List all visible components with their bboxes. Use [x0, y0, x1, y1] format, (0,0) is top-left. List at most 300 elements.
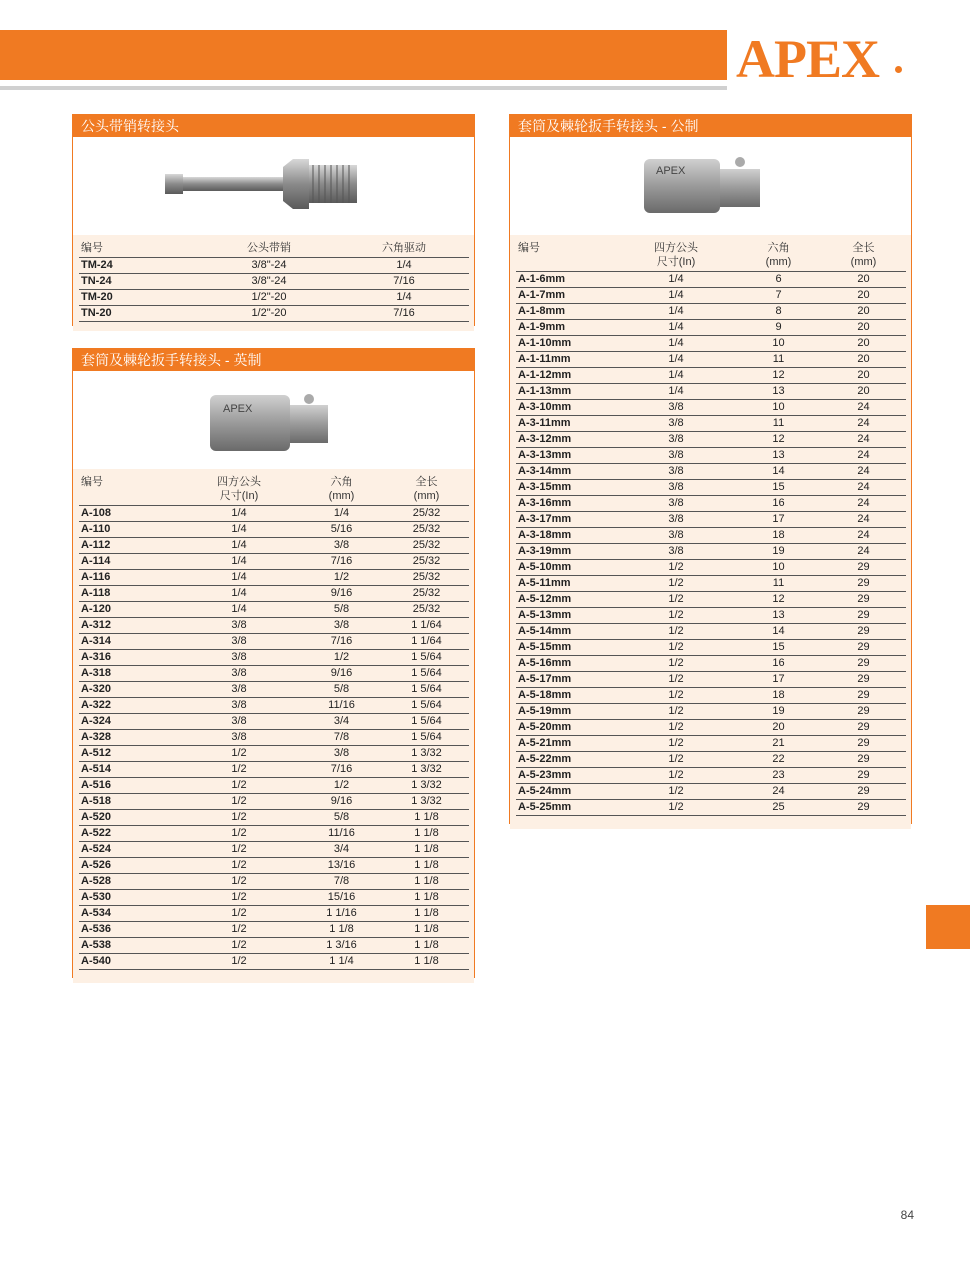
socket-adapter-icon	[73, 371, 474, 469]
spec-cell: 1 1/8	[384, 890, 469, 906]
spec-cell: 15/16	[299, 890, 384, 906]
part-number-cell: A-120	[79, 602, 179, 618]
spec-cell: 25/32	[384, 554, 469, 570]
spec-cell: 9/16	[299, 666, 384, 682]
table-row	[79, 306, 469, 322]
part-number-cell: A-5-18mm	[516, 688, 616, 704]
spec-cell: 1/4	[179, 522, 299, 538]
table-row	[79, 274, 469, 290]
spec-cell: 1/2	[616, 608, 736, 624]
col-header: 编号	[516, 241, 616, 272]
table-row	[516, 304, 906, 320]
part-number-cell: A-516	[79, 778, 179, 794]
spec-cell: 1/2	[179, 954, 299, 970]
spec-cell: 29	[821, 576, 906, 592]
spec-cell: 13	[736, 384, 821, 400]
spec-cell: 15	[736, 640, 821, 656]
part-number-cell: A-530	[79, 890, 179, 906]
part-number-cell: A-522	[79, 826, 179, 842]
spec-cell: 9/16	[299, 794, 384, 810]
spec-cell: 3/8	[616, 512, 736, 528]
table-row	[516, 464, 906, 480]
part-number-cell: A-5-10mm	[516, 560, 616, 576]
spec-cell: 16	[736, 656, 821, 672]
part-number-cell: A-110	[79, 522, 179, 538]
spec-cell: 1 1/8	[384, 858, 469, 874]
spec-cell: 19	[736, 544, 821, 560]
part-number-cell: A-328	[79, 730, 179, 746]
table-row	[516, 656, 906, 672]
part-number-cell: A-5-11mm	[516, 576, 616, 592]
spec-cell: 1/4	[179, 554, 299, 570]
table-row	[516, 400, 906, 416]
spec-cell: 1 1/8	[384, 922, 469, 938]
spec-cell: 1/2	[179, 826, 299, 842]
spec-cell: 1/2	[616, 704, 736, 720]
part-number-cell: A-5-14mm	[516, 624, 616, 640]
col-header: 编号	[79, 475, 179, 506]
table-body	[79, 506, 469, 970]
table-row	[79, 634, 469, 650]
product-photo	[73, 137, 474, 235]
spec-cell: 8	[736, 304, 821, 320]
spec-cell: 3/8	[299, 618, 384, 634]
part-number-cell: A-536	[79, 922, 179, 938]
spec-cell: 3/8	[616, 544, 736, 560]
part-number-cell: A-324	[79, 714, 179, 730]
spec-cell: 12	[736, 432, 821, 448]
part-number-cell: A-1-7mm	[516, 288, 616, 304]
spec-cell: 1/2	[616, 656, 736, 672]
spec-cell: 29	[821, 592, 906, 608]
spec-cell: 1 1/8	[384, 938, 469, 954]
spec-cell: 1/4	[616, 384, 736, 400]
spec-cell: 3/8	[179, 682, 299, 698]
spec-cell: 1/2	[179, 906, 299, 922]
panel-inch-adapters	[72, 348, 475, 978]
spec-cell: 20	[821, 336, 906, 352]
table-row	[79, 586, 469, 602]
part-number-cell: A-5-22mm	[516, 752, 616, 768]
spec-cell: 9	[736, 320, 821, 336]
spec-cell: 24	[821, 480, 906, 496]
part-number-cell: A-3-19mm	[516, 544, 616, 560]
table-row	[79, 746, 469, 762]
table-row	[516, 688, 906, 704]
spec-cell: 1/2	[616, 800, 736, 816]
table-row	[79, 842, 469, 858]
spec-cell: 7/16	[339, 306, 469, 322]
spec-cell: 3/8	[179, 666, 299, 682]
spec-cell: 3/8	[616, 528, 736, 544]
part-number-cell: TN-24	[79, 274, 199, 290]
table-row	[516, 624, 906, 640]
spec-cell: 3/8	[616, 432, 736, 448]
spec-cell: 1/2	[616, 624, 736, 640]
table-row	[516, 432, 906, 448]
part-number-cell: A-512	[79, 746, 179, 762]
spec-cell: 3/8	[616, 416, 736, 432]
table-row	[516, 384, 906, 400]
part-number-cell: A-5-15mm	[516, 640, 616, 656]
product-photo	[73, 371, 474, 469]
table-row	[79, 650, 469, 666]
spec-cell: 1/2	[179, 778, 299, 794]
spec-cell: 29	[821, 608, 906, 624]
spec-cell: 7/8	[299, 730, 384, 746]
spec-cell: 7/8	[299, 874, 384, 890]
spec-cell: 1/2	[616, 752, 736, 768]
table-row	[79, 698, 469, 714]
part-number-cell: A-3-12mm	[516, 432, 616, 448]
table-row	[516, 480, 906, 496]
table-row	[79, 922, 469, 938]
spec-cell: 10	[736, 400, 821, 416]
part-number-cell: A-3-15mm	[516, 480, 616, 496]
part-number-cell: A-320	[79, 682, 179, 698]
logo-dot-icon	[895, 66, 902, 73]
part-number-cell: A-116	[79, 570, 179, 586]
spec-cell: 1 3/32	[384, 778, 469, 794]
spec-cell: 25/32	[384, 538, 469, 554]
spec-table-area	[73, 235, 474, 331]
table-row	[79, 682, 469, 698]
hex-shank-adapter-icon	[73, 137, 474, 235]
part-number-cell: TM-20	[79, 290, 199, 306]
spec-cell: 10	[736, 336, 821, 352]
spec-cell: 1 1/8	[384, 906, 469, 922]
spec-cell: 10	[736, 560, 821, 576]
spec-cell: 1 1/8	[384, 874, 469, 890]
spec-cell: 1 1/4	[299, 954, 384, 970]
spec-cell: 3/8"-24	[199, 258, 339, 274]
table-row	[79, 666, 469, 682]
spec-cell: 13	[736, 608, 821, 624]
spec-cell: 29	[821, 768, 906, 784]
spec-cell: 1/4	[179, 602, 299, 618]
spec-cell: 11/16	[299, 698, 384, 714]
spec-table-area	[510, 235, 911, 829]
spec-cell: 29	[821, 640, 906, 656]
spec-cell: 29	[821, 752, 906, 768]
part-number-cell: TM-24	[79, 258, 199, 274]
spec-cell: 7/16	[299, 762, 384, 778]
spec-cell: 1/4	[616, 352, 736, 368]
spec-cell: 5/8	[299, 682, 384, 698]
table-row	[79, 618, 469, 634]
spec-cell: 1 1/8	[384, 826, 469, 842]
spec-cell: 29	[821, 656, 906, 672]
spec-cell: 1 1/16	[299, 906, 384, 922]
part-number-cell: A-114	[79, 554, 179, 570]
table-row	[79, 506, 469, 522]
spec-cell: 29	[821, 560, 906, 576]
spec-cell: 3/8	[616, 496, 736, 512]
spec-cell: 1/2	[616, 672, 736, 688]
spec-cell: 1/2	[616, 736, 736, 752]
part-number-cell: A-520	[79, 810, 179, 826]
part-number-cell: A-3-17mm	[516, 512, 616, 528]
spec-cell: 1/2	[179, 858, 299, 874]
spec-cell: 7	[736, 288, 821, 304]
spec-cell: 24	[821, 496, 906, 512]
table-row	[79, 794, 469, 810]
spec-table	[79, 241, 469, 322]
spec-cell: 29	[821, 688, 906, 704]
part-number-cell: A-540	[79, 954, 179, 970]
spec-table	[79, 475, 469, 970]
panel-metric-adapters	[509, 114, 912, 824]
spec-cell: 1/4	[616, 288, 736, 304]
spec-cell: 1/2	[299, 778, 384, 794]
spec-cell: 12	[736, 368, 821, 384]
table-row	[516, 800, 906, 816]
spec-cell: 1/4	[616, 320, 736, 336]
spec-cell: 16	[736, 496, 821, 512]
spec-cell: 3/8	[616, 480, 736, 496]
spec-cell: 1/2	[616, 768, 736, 784]
part-number-cell: A-1-12mm	[516, 368, 616, 384]
panel-title: 公头带销转接头	[73, 115, 474, 137]
spec-cell: 1 3/32	[384, 762, 469, 778]
spec-cell: 1 1/8	[299, 922, 384, 938]
table-row	[79, 602, 469, 618]
spec-cell: 20	[821, 384, 906, 400]
spec-cell: 3/8	[616, 400, 736, 416]
spec-cell: 1/4	[299, 506, 384, 522]
spec-cell: 20	[821, 304, 906, 320]
spec-cell: 7/16	[299, 554, 384, 570]
part-number-cell: A-5-17mm	[516, 672, 616, 688]
spec-cell: 29	[821, 720, 906, 736]
table-row	[516, 752, 906, 768]
table-row	[79, 778, 469, 794]
spec-cell: 29	[821, 800, 906, 816]
spec-cell: 25/32	[384, 602, 469, 618]
col-header: 四方公头 尺寸(In)	[179, 475, 299, 506]
col-header: 全长 (mm)	[821, 241, 906, 272]
table-row	[516, 720, 906, 736]
part-number-cell: A-1-6mm	[516, 272, 616, 288]
spec-cell: 3/4	[299, 842, 384, 858]
table-row	[516, 288, 906, 304]
table-row	[79, 906, 469, 922]
spec-cell: 20	[821, 272, 906, 288]
spec-cell: 1/2	[179, 938, 299, 954]
spec-cell: 1/4	[339, 290, 469, 306]
spec-cell: 1 1/64	[384, 634, 469, 650]
spec-cell: 20	[821, 288, 906, 304]
spec-cell: 3/8	[616, 448, 736, 464]
table-row	[79, 810, 469, 826]
spec-cell: 6	[736, 272, 821, 288]
spec-cell: 1/2	[179, 922, 299, 938]
part-number-cell: A-3-11mm	[516, 416, 616, 432]
spec-cell: 1/2	[299, 650, 384, 666]
apex-logo	[736, 28, 926, 90]
part-number-cell: A-518	[79, 794, 179, 810]
part-number-cell: A-118	[79, 586, 179, 602]
spec-cell: 5/8	[299, 602, 384, 618]
part-number-cell: A-5-21mm	[516, 736, 616, 752]
spec-table-area	[73, 469, 474, 983]
part-number-cell: A-1-8mm	[516, 304, 616, 320]
table-row	[79, 522, 469, 538]
part-number-cell: A-3-16mm	[516, 496, 616, 512]
spec-cell: 1/2	[616, 560, 736, 576]
spec-cell: 1 1/64	[384, 618, 469, 634]
spec-cell: 13/16	[299, 858, 384, 874]
photo-label: APEX	[656, 165, 686, 177]
part-number-cell: A-316	[79, 650, 179, 666]
table-body	[516, 272, 906, 816]
spec-cell: 5/16	[299, 522, 384, 538]
header-bar	[0, 30, 727, 80]
part-number-cell: A-108	[79, 506, 179, 522]
col-header: 公头带销	[199, 241, 339, 258]
table-row	[516, 496, 906, 512]
spec-cell: 7/16	[299, 634, 384, 650]
spec-cell: 3/8	[179, 714, 299, 730]
part-number-cell: A-534	[79, 906, 179, 922]
col-header: 全长 (mm)	[384, 475, 469, 506]
part-number-cell: A-322	[79, 698, 179, 714]
part-number-cell: A-314	[79, 634, 179, 650]
spec-cell: 20	[736, 720, 821, 736]
spec-cell: 24	[821, 400, 906, 416]
spec-cell: 11	[736, 352, 821, 368]
header-underline	[0, 86, 727, 90]
panel-title: 套筒及棘轮扳手转接头 - 公制	[510, 115, 911, 137]
page-number: 84	[900, 1208, 914, 1222]
table-body	[79, 258, 469, 322]
spec-cell: 1/2	[179, 810, 299, 826]
spec-cell: 24	[821, 544, 906, 560]
part-number-cell: A-1-10mm	[516, 336, 616, 352]
spec-cell: 1/2	[616, 688, 736, 704]
table-row	[516, 528, 906, 544]
spec-cell: 24	[821, 512, 906, 528]
part-number-cell: A-3-18mm	[516, 528, 616, 544]
spec-cell: 1/4	[179, 538, 299, 554]
spec-cell: 25	[736, 800, 821, 816]
spec-cell: 29	[821, 784, 906, 800]
product-photo	[510, 137, 911, 235]
spec-cell: 29	[821, 736, 906, 752]
spec-cell: 11/16	[299, 826, 384, 842]
spec-cell: 1/4	[616, 368, 736, 384]
spec-cell: 1/2	[179, 890, 299, 906]
spec-cell: 1/2	[616, 592, 736, 608]
part-number-cell: A-5-16mm	[516, 656, 616, 672]
spec-cell: 3/4	[299, 714, 384, 730]
spec-cell: 1 3/32	[384, 746, 469, 762]
table-row	[516, 608, 906, 624]
table-row	[79, 858, 469, 874]
table-row	[79, 730, 469, 746]
spec-cell: 9/16	[299, 586, 384, 602]
spec-cell: 3/8	[616, 464, 736, 480]
table-row	[79, 762, 469, 778]
spec-cell: 1 1/8	[384, 842, 469, 858]
table-row	[79, 554, 469, 570]
part-number-cell: A-5-12mm	[516, 592, 616, 608]
spec-cell: 1/4	[179, 570, 299, 586]
part-number-cell: A-5-19mm	[516, 704, 616, 720]
spec-cell: 1 3/32	[384, 794, 469, 810]
spec-cell: 1/2	[299, 570, 384, 586]
spec-cell: 1/4	[616, 304, 736, 320]
table-row	[516, 272, 906, 288]
spec-cell: 3/8	[299, 538, 384, 554]
spec-cell: 12	[736, 592, 821, 608]
part-number-cell: A-1-13mm	[516, 384, 616, 400]
spec-cell: 20	[821, 368, 906, 384]
table-row	[516, 784, 906, 800]
spec-cell: 29	[821, 704, 906, 720]
spec-cell: 1 3/16	[299, 938, 384, 954]
spec-cell: 1/2	[179, 842, 299, 858]
spec-cell: 24	[821, 448, 906, 464]
spec-cell: 24	[736, 784, 821, 800]
table-row	[79, 938, 469, 954]
spec-cell: 1 1/8	[384, 810, 469, 826]
spec-cell: 22	[736, 752, 821, 768]
table-row	[516, 336, 906, 352]
spec-cell: 17	[736, 672, 821, 688]
spec-cell: 1/2	[616, 576, 736, 592]
table-row	[79, 874, 469, 890]
table-row	[79, 954, 469, 970]
spec-cell: 14	[736, 624, 821, 640]
part-number-cell: TN-20	[79, 306, 199, 322]
spec-cell: 1 1/8	[384, 954, 469, 970]
panel-male-pin	[72, 114, 475, 326]
spec-cell: 1/2	[616, 720, 736, 736]
spec-cell: 1 5/64	[384, 698, 469, 714]
table-row	[516, 352, 906, 368]
spec-cell: 29	[821, 672, 906, 688]
spec-cell: 1/4	[179, 506, 299, 522]
part-number-cell: A-5-13mm	[516, 608, 616, 624]
spec-cell: 7/16	[339, 274, 469, 290]
spec-cell: 1/4	[616, 336, 736, 352]
panel-title: 套筒及棘轮扳手转接头 - 英制	[73, 349, 474, 371]
spec-table	[516, 241, 906, 816]
spec-cell: 25/32	[384, 570, 469, 586]
spec-cell: 23	[736, 768, 821, 784]
part-number-cell: A-5-20mm	[516, 720, 616, 736]
spec-cell: 1/2	[179, 762, 299, 778]
part-number-cell: A-318	[79, 666, 179, 682]
table-row	[516, 672, 906, 688]
spec-cell: 1 5/64	[384, 730, 469, 746]
spec-cell: 25/32	[384, 506, 469, 522]
spec-cell: 1 5/64	[384, 714, 469, 730]
table-row	[79, 258, 469, 274]
col-header: 六角 (mm)	[299, 475, 384, 506]
spec-cell: 1/2	[616, 640, 736, 656]
spec-cell: 1/2"-20	[199, 306, 339, 322]
col-header: 编号	[79, 241, 199, 258]
socket-adapter-icon	[510, 137, 911, 235]
table-row	[516, 368, 906, 384]
col-header: 四方公头 尺寸(In)	[616, 241, 736, 272]
part-number-cell: A-5-23mm	[516, 768, 616, 784]
spec-cell: 1 5/64	[384, 666, 469, 682]
table-row	[516, 768, 906, 784]
table-header-row	[79, 475, 469, 506]
